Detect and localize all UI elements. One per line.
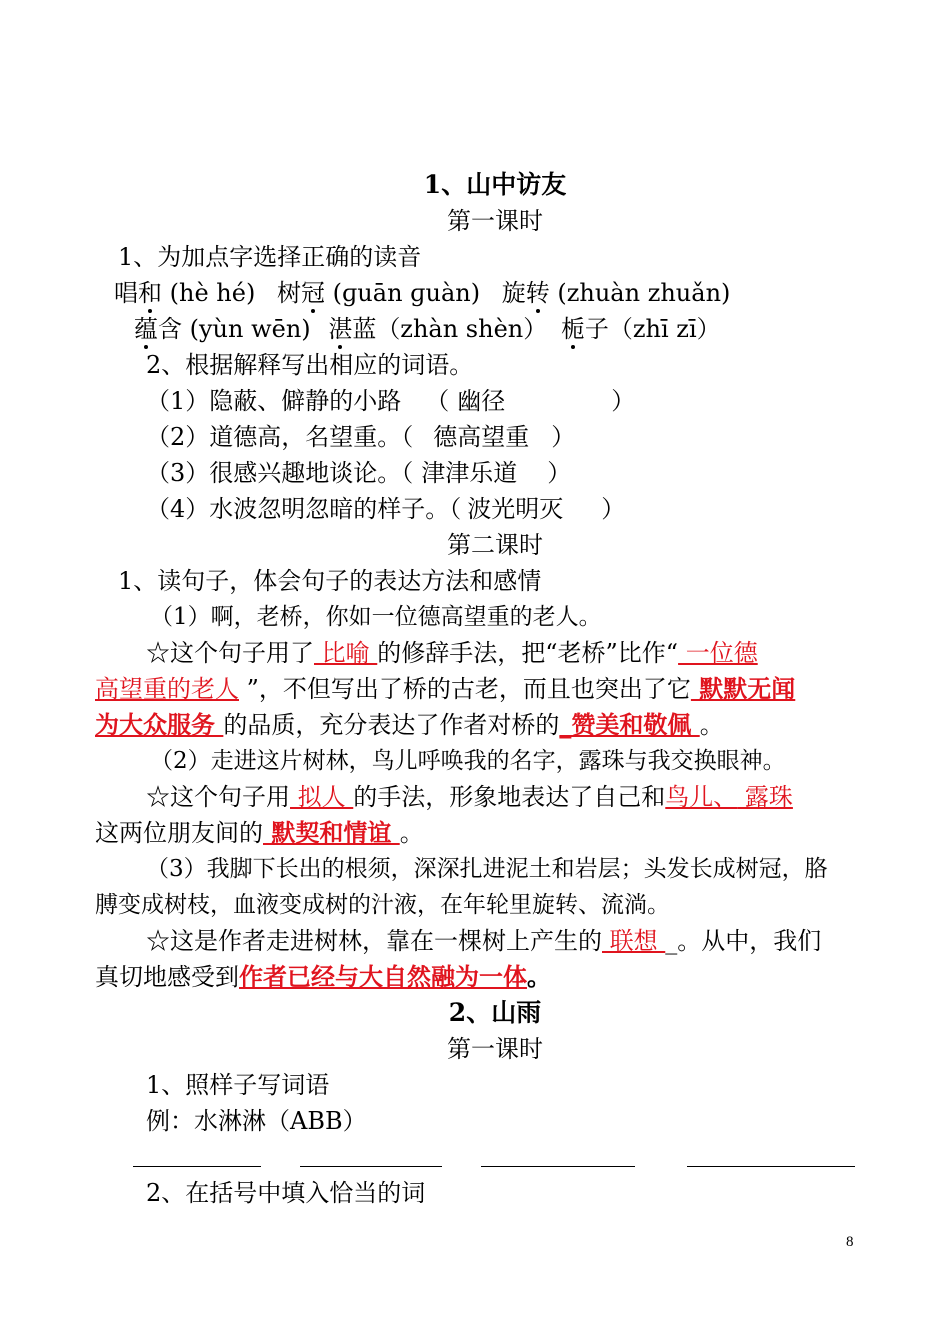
lesson2-title: 2、山雨 xyxy=(448,998,542,1027)
lesson2-example: 例：水淋淋（ABB） xyxy=(146,1107,367,1135)
s3-answer-line2: 真切地感受到作者已经与大自然融为一体。 xyxy=(95,962,551,991)
answer: 津津乐道 xyxy=(421,459,518,487)
s1-answer-line3: 为大众服务 的品质，充分表达了作者对桥的_赞美和敬佩 。 xyxy=(95,710,724,739)
pron-item: 湛蓝（zhàn shèn） xyxy=(328,315,548,343)
q2-title: 2、根据解释写出相应的词语。 xyxy=(146,351,474,379)
answer: 高望重的老人 xyxy=(95,675,239,703)
answer: 拟人 xyxy=(290,783,354,811)
q2-item-4: （4）水波忽明忽暗的样子。（ 波光明灭 ） xyxy=(146,495,626,523)
q2-item-3: （3）很感兴趣地谈论。（ 津津乐道 ） xyxy=(146,459,572,487)
s3-answer-line1: ☆这是作者走进树林，靠在一棵树上产生的 联想 _。从中，我们 xyxy=(146,927,822,955)
s2-answer-line1: ☆这个句子用 拟人 的手法，形象地表达了自己和鸟儿、 露珠 xyxy=(146,783,793,811)
answer-blank-3[interactable] xyxy=(481,1166,635,1167)
answer: 为大众服务 xyxy=(95,710,224,739)
q2-item-2: （2）道德高，名望重。（ 德高望重 ） xyxy=(146,423,576,451)
lesson1-title: 1、山中访友 xyxy=(423,170,567,199)
answer: 一位德 xyxy=(678,639,758,667)
answer: 默契和情谊 xyxy=(263,818,400,847)
lesson2-q1-title: 1、照样子写词语 xyxy=(146,1071,330,1099)
sentence-2: （2）走进这片树林，鸟儿呼唤我的名字，露珠与我交换眼神。 xyxy=(150,748,786,774)
lesson1-period2: 第二课时 xyxy=(447,531,543,559)
answer: 德高望重 xyxy=(433,423,530,451)
s2-answer-line2: 这两位朋友间的 默契和情谊 。 xyxy=(95,818,424,847)
answer: _赞美和敬佩 xyxy=(559,710,700,739)
lesson1-period1: 第一课时 xyxy=(447,207,543,235)
pron-item: 唱和 (hè hé) xyxy=(114,279,256,307)
pron-item: 树冠 (ɡuān ɡuàn) xyxy=(276,279,481,307)
answer-blank-4[interactable] xyxy=(687,1166,855,1167)
pron-row-1 xyxy=(114,278,730,308)
page-number: 8 xyxy=(846,1234,854,1250)
answer: 默默无闻 xyxy=(690,674,796,703)
answer-blank-1[interactable] xyxy=(133,1166,261,1167)
sentence-3-line2: 膊变成树枝，血液变成树的汁液，在年轮里旋转、流淌。 xyxy=(95,892,670,918)
pron-row-2 xyxy=(134,314,721,344)
q3-title: 1、读句子，体会句子的表达方法和感情 xyxy=(118,567,542,595)
pron-item: 栀子（zhī zī） xyxy=(560,315,721,343)
sentence-3-line1: （3）我脚下长出的根须，深深扎进泥土和岩层；头发长成树冠，胳 xyxy=(146,856,828,882)
answer: 鸟儿、 xyxy=(665,783,738,811)
sentence-1: （1）啊，老桥，你如一位德高望重的老人。 xyxy=(150,604,602,630)
answer: 作者已经与大自然融为一体 xyxy=(239,962,527,991)
answer: 波光明灭 xyxy=(467,495,564,523)
q2-item-1: （1）隐蔽、僻静的小路 （ 幽径 ） xyxy=(146,387,636,415)
s1-answer-line2: 高望重的老人 ”，不但写出了桥的古老，而且也突出了它 默默无闻 xyxy=(95,674,796,703)
answer: 比喻 xyxy=(314,639,378,667)
pron-item: 蕴含 (yùn wēn) xyxy=(134,315,311,343)
answer-blank-2[interactable] xyxy=(300,1166,442,1167)
q1-title: 1、为加点字选择正确的读音 xyxy=(118,243,422,271)
lesson2-q2-title: 2、在括号中填入恰当的词 xyxy=(146,1179,426,1207)
s1-answer-line1: ☆这个句子用了 比喻 的修辞手法，把“老桥”比作“ 一位德 xyxy=(146,639,758,667)
lesson2-period1: 第一课时 xyxy=(447,1035,543,1063)
answer: 幽径 xyxy=(457,387,506,415)
answer: 露珠 xyxy=(737,783,793,811)
pron-item: 旋转 (zhuàn zhuǎn) xyxy=(501,279,731,307)
answer: 联想 xyxy=(602,927,666,955)
